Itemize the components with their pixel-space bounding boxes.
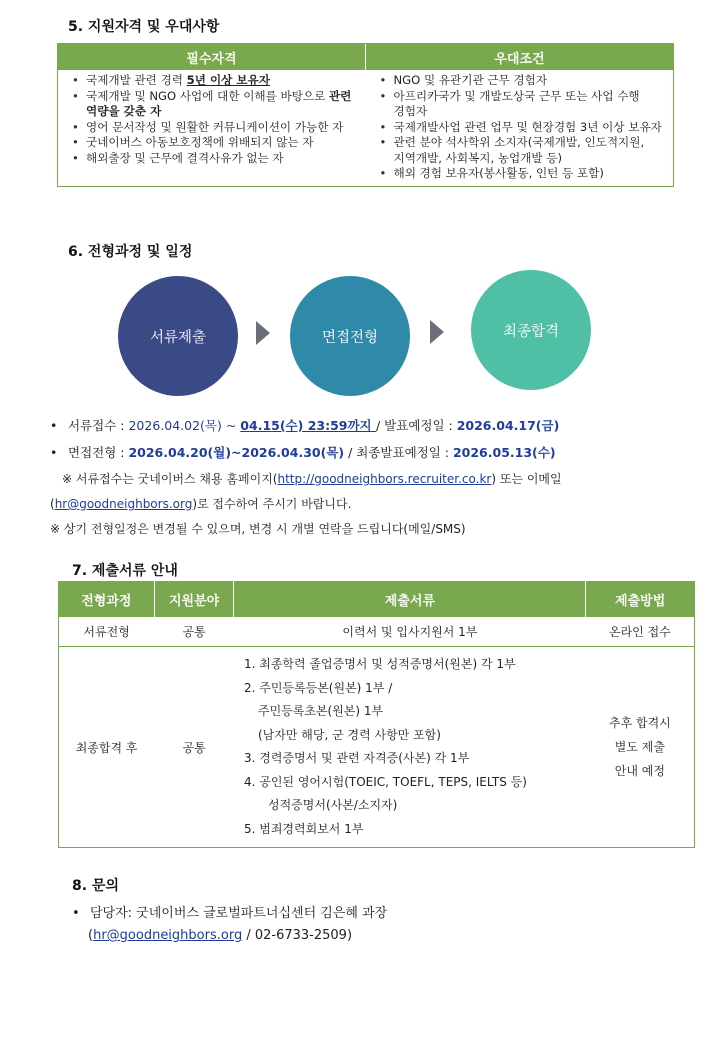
step-arrow-icon xyxy=(430,320,444,344)
qualifications-table xyxy=(57,43,674,187)
col-header-docs: 제출서류 xyxy=(234,582,586,617)
col-header-field: 지원분야 xyxy=(154,582,234,617)
application-note-email: (hr@goodneighbors.org)로 접수하여 주시기 바랍니다. xyxy=(50,497,352,511)
field-cell: 공통 xyxy=(154,647,234,848)
contact-details: (hr@goodneighbors.org / 02-6733-2509) xyxy=(88,928,353,943)
table-row xyxy=(59,617,695,647)
docs-cell: 이력서 및 입사지원서 1부 xyxy=(234,617,586,647)
step-final-pass: 최종합격 xyxy=(471,270,591,390)
recruit-homepage-link[interactable]: http://goodneighbors.recruiter.co.kr xyxy=(277,472,492,486)
schedule-change-note: ※ 상기 전형일정은 변경될 수 있으며, 변경 시 개별 연락을 드립니다(메일/SMS) xyxy=(50,522,466,536)
section6-title: 6. 전형과정 및 일정 xyxy=(68,244,193,260)
preferred-item: • 국제개발사업 관련 업무 및 현장경험 3년 이상 보유자 xyxy=(394,120,668,136)
required-item: • 해외출장 및 근무에 결격사유가 없는 자 xyxy=(86,151,360,167)
contact-email-link[interactable]: hr@goodneighbors.org xyxy=(93,928,243,943)
required-item: • 굿네이버스 아동보호정책에 위배되지 않는 자 xyxy=(86,135,360,151)
required-item: • 국제개발 및 NGO 사업에 대한 이해를 바탕으로 관련 역량을 갖춘 자 xyxy=(86,89,360,120)
col-header-method: 제출방법 xyxy=(586,582,695,617)
application-note: ※ 서류접수는 굿네이버스 채용 홈페이지(http://goodneighbors.recruiter.co.kr) 또는 이메일 xyxy=(62,472,562,486)
docs-list: 1. 최종학력 졸업증명서 및 성적증명서(원본) 각 1부 2. 주민등록등본(원본) 1부 / 주민등록초본(원본) 1부 (남자만 해당, 군 경력 사항만 포함) 3. 경력증명서 및 관련 자격증(사본) 각 1부 4. 공인된 영어시험(TOEIC, TOEFL, TEPS, IELTS 등) 성적증명서(사본/소지자) 5. 범죄경력회보서 1부 xyxy=(234,647,586,848)
preferred-header: 우대조건 xyxy=(365,44,673,70)
section8-title: 8. 문의 xyxy=(72,878,119,894)
schedule-interview: • 면접전형 : 2026.04.20(월)~2026.04.30(목) / 최종발표예정일 : 2026.05.13(수) xyxy=(50,445,556,460)
recruit-email-link[interactable]: hr@goodneighbors.org xyxy=(54,497,193,511)
section5-title: 5. 지원자격 및 우대사항 xyxy=(68,19,220,35)
preferred-item: • 해외 경험 보유자(봉사활동, 인턴 등 포함) xyxy=(394,166,668,182)
preferred-item: • 관련 분야 석사학위 소지자(국제개발, 인도적지원, 지역개발, 사회복지, 농업개발 등) xyxy=(394,135,668,166)
preferred-item: • NGO 및 유관기관 근무 경험자 xyxy=(394,73,668,89)
documents-table xyxy=(58,581,695,848)
field-cell: 공통 xyxy=(154,617,234,647)
stage-cell: 최종합격 후 xyxy=(59,647,155,848)
method-cell: 추후 합격시 별도 제출 안내 예정 xyxy=(586,647,695,848)
step-interview: 면접전형 xyxy=(290,276,410,396)
col-header-stage: 전형과정 xyxy=(59,582,155,617)
method-cell: 온라인 접수 xyxy=(586,617,695,647)
step-arrow-icon xyxy=(256,321,270,345)
preferred-item: • 아프리카국가 및 개발도상국 근무 또는 사업 수행 경험자 xyxy=(394,89,668,120)
table-row xyxy=(59,647,695,848)
contact-person: • 담당자: 굿네이버스 글로벌파트너십센터 김은혜 과장 xyxy=(72,906,388,921)
required-item: • 영어 문서작성 및 원활한 커뮤니케이션이 가능한 자 xyxy=(86,120,360,136)
stage-cell: 서류전형 xyxy=(59,617,155,647)
schedule-documents: • 서류접수 : 2026.04.02(목) ~ 04.15(수) 23:59까지 / 발표예정일 : 2026.04.17(금) xyxy=(50,418,560,433)
section7-title: 7. 제출서류 안내 xyxy=(72,563,178,579)
required-item: • 국제개발 관련 경력 5년 이상 보유자 xyxy=(86,73,360,89)
required-header: 필수자격 xyxy=(186,51,237,67)
step-document-submission: 서류제출 xyxy=(118,276,238,396)
